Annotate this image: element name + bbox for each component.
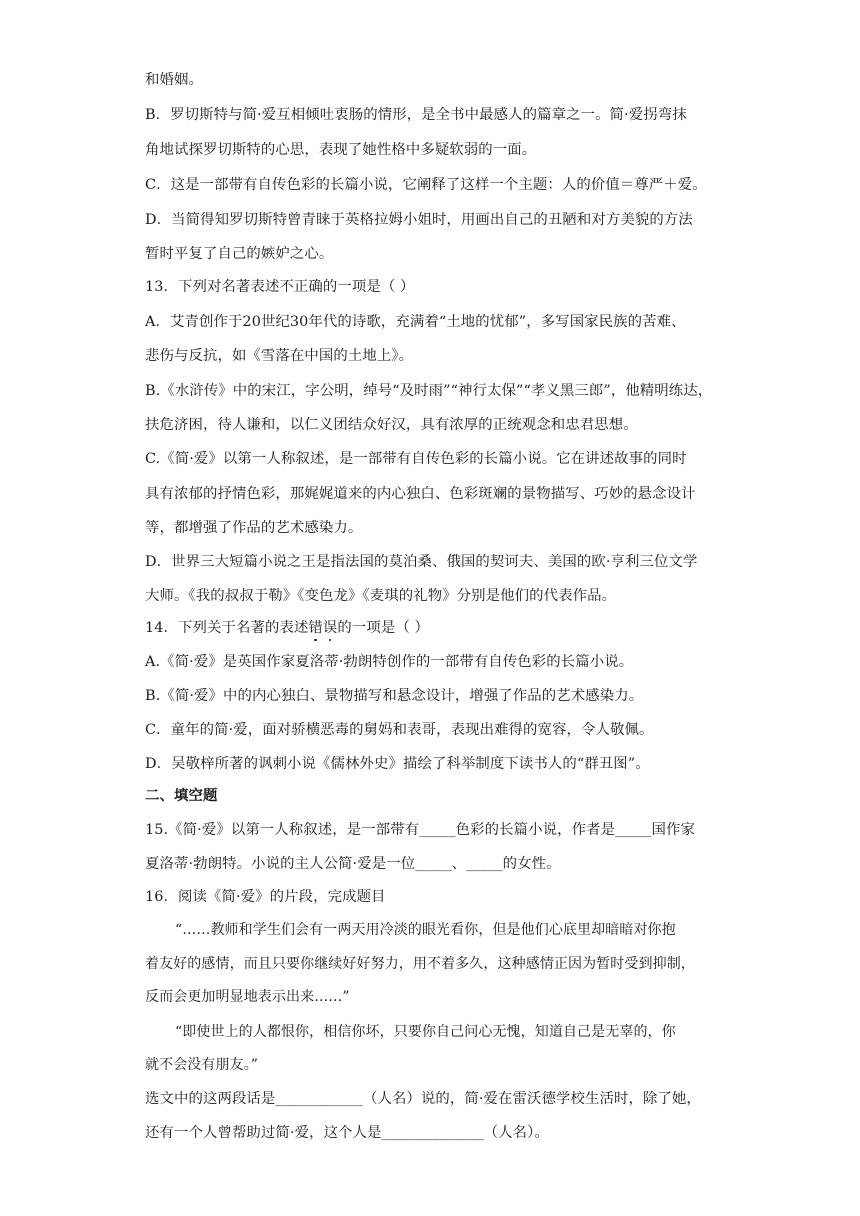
quote-line: 反而会更加明显地表示出来……”: [145, 989, 350, 1005]
emphasis-char: 错: [308, 620, 323, 636]
q14-emphasis: [308, 620, 337, 636]
quote-line: “……教师和学生们会有一两天用冷淡的眼光看你，但是他们心底里却暗暗对你抱: [175, 922, 676, 938]
q14-prefix: 14．下列关于名著的表述: [145, 620, 309, 636]
q16-answer-line: 还有一个人曾帮助过简·爱，这个人是______________（人名）。: [145, 1125, 549, 1141]
q16-answer-line: 选文中的这两段话是____________（人名）说的，简·爱在雷沃德学校生活时，除了她，: [145, 1091, 701, 1107]
emphasis-char: 误: [322, 620, 338, 636]
text-line: 夏洛蒂·勃朗特。小说的主人公简·爱是一位_____、_____的女性。: [145, 856, 561, 872]
text-line: 具有浓郁的抒情色彩，那娓娓道来的内心独白、色彩斑斓的景物描写、巧妙的悬念设计: [145, 486, 696, 502]
text-line: 大师。《我的叔叔于勒》《变色龙》《麦琪的礼物》分别是他们的代表作品。: [145, 588, 617, 604]
q14-suffix: 的一项是（ ）: [337, 620, 430, 636]
q14-option-c: C．童年的简·爱，面对骄横恶毒的舅妈和表哥，表现出难得的宽容，令人敬佩。: [145, 722, 654, 738]
text-line: 等，都增强了作品的艺术感染力。: [145, 520, 363, 536]
q14-option-d: D．吴敬梓所著的讽刺小说《儒林外史》描绘了科举制度下读书人的“群丑图”。: [145, 756, 650, 772]
quote-line: 就不会没有朋友。”: [145, 1057, 259, 1073]
q12-option-c: C．这是一部带有自传色彩的长篇小说，它阐释了这样一个主题：人的价值＝尊严＋爱。: [145, 177, 707, 193]
question-15: 15.《简·爱》以第一人称叙述，是一部带有_____色彩的长篇小说，作者是_____国作家: [145, 822, 696, 838]
q14-option-b: B.《简·爱》中的内心独白、景物描写和悬念设计，增强了作品的艺术感染力。: [145, 688, 644, 704]
question-16: 16．阅读《简·爱》的片段，完成题目: [145, 889, 386, 905]
q13-option-a: A．艾青创作于20世纪30年代的诗歌，充满着“土地的忧郁”，多写国家民族的苦难、: [145, 314, 686, 330]
q14-option-a: A.《简·爱》是英国作家夏洛蒂·勃朗特创作的一部带有自传色彩的长篇小说。: [145, 654, 634, 670]
q13-option-d: D．世界三大短篇小说之王是指法国的莫泊桑、俄国的契诃夫、美国的欧·亨利三位文学: [145, 554, 698, 570]
text-line: 和婚姻。: [145, 72, 203, 88]
q13-option-c: C.《简·爱》以第一人称叙述，是一部带有自传色彩的长篇小说。它在讲述故事的同时: [145, 451, 687, 467]
question-14: [145, 618, 725, 638]
q12-option-d: D．当简得知罗切斯特曾青睐于英格拉姆小姐时，用画出自己的丑陋和对方美貌的方法: [145, 212, 693, 228]
q12-option-b: B．罗切斯特与简·爱互相倾吐衷肠的情形，是全书中最感人的篇章之一。简·爱拐弯抹: [145, 107, 687, 123]
text-line: 暂时平复了自己的嫉妒之心。: [145, 246, 334, 262]
text-line: 扶危济困，待人谦和，以仁义团结众好汉，具有浓厚的正统观念和忠君思想。: [145, 417, 638, 433]
text-line: 角地试探罗切斯特的心思，表现了她性格中多疑软弱的一面。: [145, 142, 537, 158]
quote-line: 着友好的感情，而且只要你继续好好努力，用不着多久，这种感情正因为暂时受到抑制，: [145, 956, 695, 972]
text-line: 悲伤与反抗，如《雪落在中国的土地上》。: [145, 348, 414, 364]
q13-option-b: B.《水浒传》中的宋江，字公明，绰号“及时雨”“神行太保”“孝义黑三郎”，他精明练达，: [145, 383, 713, 399]
quote-line: “即使世上的人都恨你，相信你坏，只要你自己问心无愧，知道自己是无辜的，你: [175, 1024, 676, 1040]
question-13: 13．下列对名著表述不正确的一项是（ ）: [145, 279, 415, 295]
section-title: 二、填空题: [145, 788, 218, 804]
